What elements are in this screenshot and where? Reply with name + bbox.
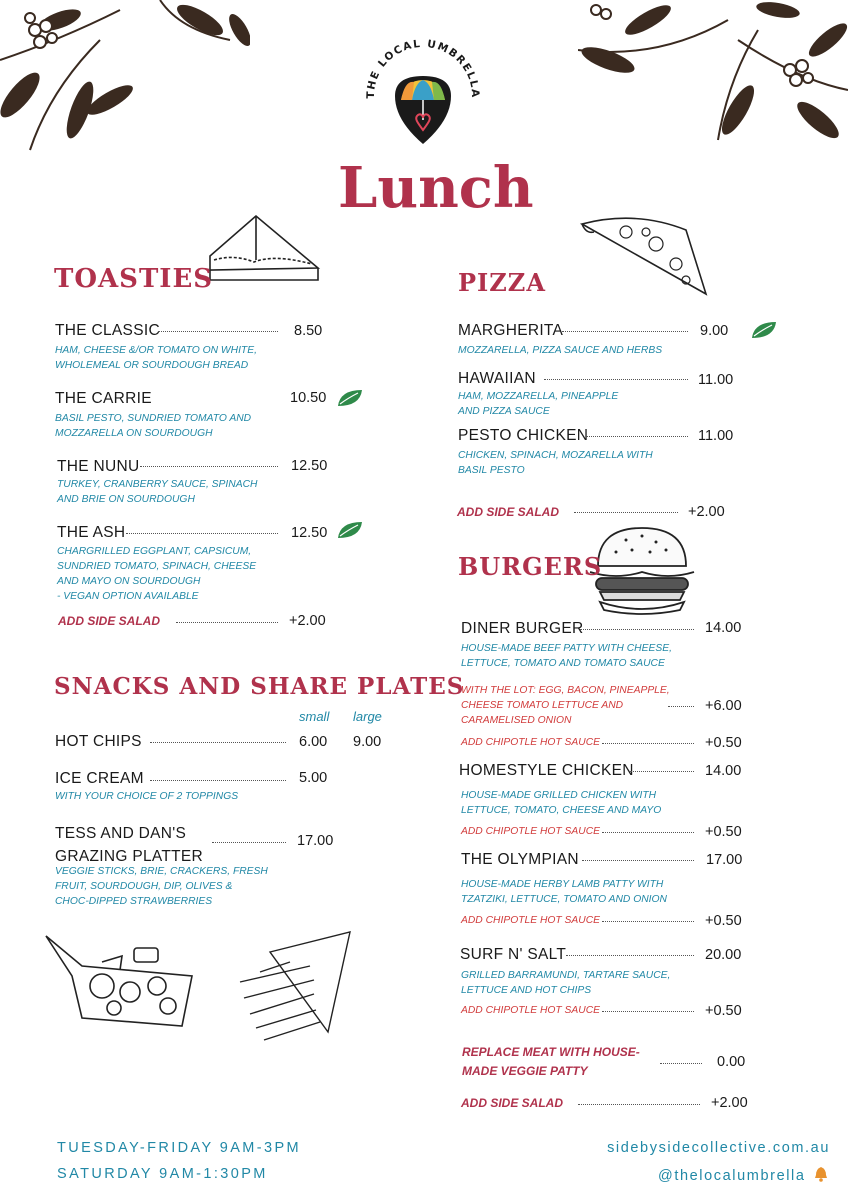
pizza-heading: PIZZA: [458, 268, 546, 297]
size-small-label: small: [299, 709, 330, 724]
item-desc: CHARGRILLED EGGPLANT, CAPSICUM, SUNDRIED TOMATO, SPINACH, CHEESE AND MAYO ON SOURDOUGH - VEGAN OPTION AVAILABLE: [57, 546, 257, 602]
leader-dots: [176, 622, 278, 623]
vegetarian-leaf-icon: [750, 320, 778, 340]
item-name: PESTO CHICKEN: [458, 427, 589, 444]
item-price: 20.00: [705, 947, 742, 963]
leader-dots: [562, 331, 688, 332]
item-name: THE OLYMPIAN: [461, 851, 579, 868]
item-desc: WITH YOUR CHOICE OF 2 TOPPINGS: [55, 791, 239, 802]
addon-price: +6.00: [705, 698, 742, 714]
leader-dots: [140, 466, 278, 467]
vegetarian-leaf-icon: [336, 520, 364, 540]
item-desc: HAM, MOZZARELLA, PINEAPPLE AND PIZZA SAUCE: [458, 391, 619, 417]
leader-dots: [582, 860, 694, 861]
vegetarian-leaf-icon: [336, 388, 364, 408]
leader-dots: [602, 921, 694, 922]
item-price: 8.50: [294, 323, 323, 339]
item-desc: MOZZARELLA, PIZZA SAUCE AND HERBS: [458, 345, 663, 356]
sandwich-icon: [204, 210, 324, 290]
leader-dots: [660, 1063, 702, 1064]
item-price: 12.50: [291, 458, 328, 474]
item-name: ICE CREAM: [55, 770, 144, 787]
item-desc: HOUSE-MADE GRILLED CHICKEN WITH LETTUCE, TOMATO, CHEESE AND MAYO: [461, 790, 662, 816]
addon-label: ADD CHIPOTLE HOT SAUCE: [461, 737, 601, 748]
item-desc: GRILLED BARRAMUNDI, TARTARE SAUCE, LETTUCE AND HOT CHIPS: [461, 970, 671, 996]
leader-dots: [586, 436, 688, 437]
item-name: THE CLASSIC: [55, 322, 160, 339]
coffee-branch-right-icon: [578, 0, 848, 150]
item-name: HAWAIIAN: [458, 370, 536, 387]
addon-label: ADD CHIPOTLE HOT SAUCE: [461, 826, 601, 837]
hours-saturday: SATURDAY 9AM-1:30PM: [57, 1166, 268, 1182]
bell-icon: [814, 1166, 828, 1182]
item-name: THE NUNU: [57, 458, 140, 475]
addon-price: +0.50: [705, 735, 742, 751]
leader-dots: [630, 771, 694, 772]
item-price: 11.00: [698, 428, 734, 444]
item-price: 5.00: [299, 770, 328, 786]
fries-icon: [230, 922, 362, 1046]
website-link[interactable]: sidebysidecollective.com.au: [607, 1140, 830, 1156]
pizza-slice-icon: [576, 210, 716, 300]
leader-dots: [602, 1011, 694, 1012]
item-desc: HOUSE-MADE HERBY LAMB PATTY WITH TZATZIKI, LETTUCE, TOMATO AND ONION: [461, 879, 667, 905]
item-name: SURF N' SALT: [460, 946, 567, 963]
toasties-heading: TOASTIES: [54, 264, 214, 294]
item-price: 10.50: [290, 390, 327, 406]
addon-label: ADD SIDE SALAD: [457, 505, 560, 519]
social-handle[interactable]: [658, 1166, 828, 1185]
coffee-branch-left-icon: [0, 0, 250, 160]
leader-dots: [544, 379, 688, 380]
leader-dots: [602, 832, 694, 833]
addon-price: +0.50: [705, 1003, 742, 1019]
leader-dots: [126, 533, 278, 534]
item-name: MARGHERITA: [458, 322, 564, 339]
social-handle-text: @thelocalumbrella: [658, 1168, 806, 1184]
addon-label: ADD SIDE SALAD: [58, 614, 161, 628]
item-name: THE ASH: [57, 524, 126, 541]
item-price: 14.00: [705, 620, 742, 636]
item-name: TESS AND DAN'S GRAZING PLATTER: [55, 825, 204, 865]
umbrella-logo-icon: [362, 36, 484, 148]
leader-dots: [150, 742, 286, 743]
leader-dots: [578, 1104, 700, 1105]
item-price-large: 9.00: [353, 734, 382, 750]
addon-label: ADD SIDE SALAD: [461, 1096, 564, 1110]
grazing-board-icon: [42, 926, 198, 1036]
item-name: HOT CHIPS: [55, 733, 142, 750]
leader-dots: [212, 842, 286, 843]
addon-label: ADD CHIPOTLE HOT SAUCE: [461, 1005, 601, 1016]
hours-weekdays: TUESDAY-FRIDAY 9AM-3PM: [57, 1140, 302, 1156]
addon-label: WITH THE LOT: EGG, BACON, PINEAPPLE, CHEESE TOMATO LETTUCE AND CARAMELISED ONION: [461, 685, 670, 726]
item-price: 9.00: [700, 323, 729, 339]
item-price: 12.50: [291, 525, 328, 541]
addon-price: +0.50: [705, 824, 742, 840]
item-desc: BASIL PESTO, SUNDRIED TOMATO AND MOZZARELLA ON SOURDOUGH: [55, 413, 252, 439]
item-desc: VEGGIE STICKS, BRIE, CRACKERS, FRESH FRUIT, SOURDOUGH, DIP, OLIVES & CHOC-DIPPED STRAWBERRIES: [55, 866, 268, 907]
item-desc: HAM, CHEESE &/OR TOMATO ON WHITE, WHOLEMEAL OR SOURDOUGH BREAD: [55, 345, 257, 371]
item-desc: HOUSE-MADE BEEF PATTY WITH CHEESE, LETTUCE, TOMATO AND TOMATO SAUCE: [461, 643, 672, 669]
item-name: DINER BURGER: [461, 620, 584, 637]
addon-price: 0.00: [717, 1054, 746, 1070]
logo: [362, 36, 484, 148]
leader-dots: [668, 706, 694, 707]
item-price: 17.00: [706, 852, 743, 868]
addon-price: +2.00: [289, 613, 326, 629]
item-desc: TURKEY, CRANBERRY SAUCE, SPINACH AND BRIE ON SOURDOUGH: [57, 479, 258, 505]
leader-dots: [574, 512, 678, 513]
item-price-small: 6.00: [299, 734, 328, 750]
page-title: Lunch: [338, 155, 534, 221]
item-name: HOMESTYLE CHICKEN: [459, 762, 634, 779]
leader-dots: [566, 955, 694, 956]
item-price: 14.00: [705, 763, 742, 779]
addon-price: +2.00: [688, 504, 725, 520]
leader-dots: [158, 331, 278, 332]
snacks-heading: SNACKS AND SHARE PLATES: [54, 673, 465, 700]
svg-text:THE LOCAL UMBRELLA: THE LOCAL UMBRELLA: [364, 37, 482, 99]
addon-label: REPLACE MEAT WITH HOUSE- MADE VEGGIE PATTY: [462, 1045, 640, 1078]
addon-label: ADD CHIPOTLE HOT SAUCE: [461, 915, 601, 926]
leader-dots: [150, 780, 286, 781]
size-large-label: large: [353, 709, 382, 724]
addon-price: +0.50: [705, 913, 742, 929]
item-price: 11.00: [698, 372, 734, 388]
item-desc: CHICKEN, SPINACH, MOZARELLA WITH BASIL PESTO: [458, 450, 653, 476]
burgers-heading: BURGERS: [458, 552, 603, 581]
item-price: 17.00: [297, 833, 334, 849]
leader-dots: [602, 743, 694, 744]
burger-icon: [586, 520, 698, 620]
addon-price: +2.00: [711, 1095, 748, 1111]
item-name: THE CARRIE: [55, 390, 152, 407]
leader-dots: [580, 629, 694, 630]
